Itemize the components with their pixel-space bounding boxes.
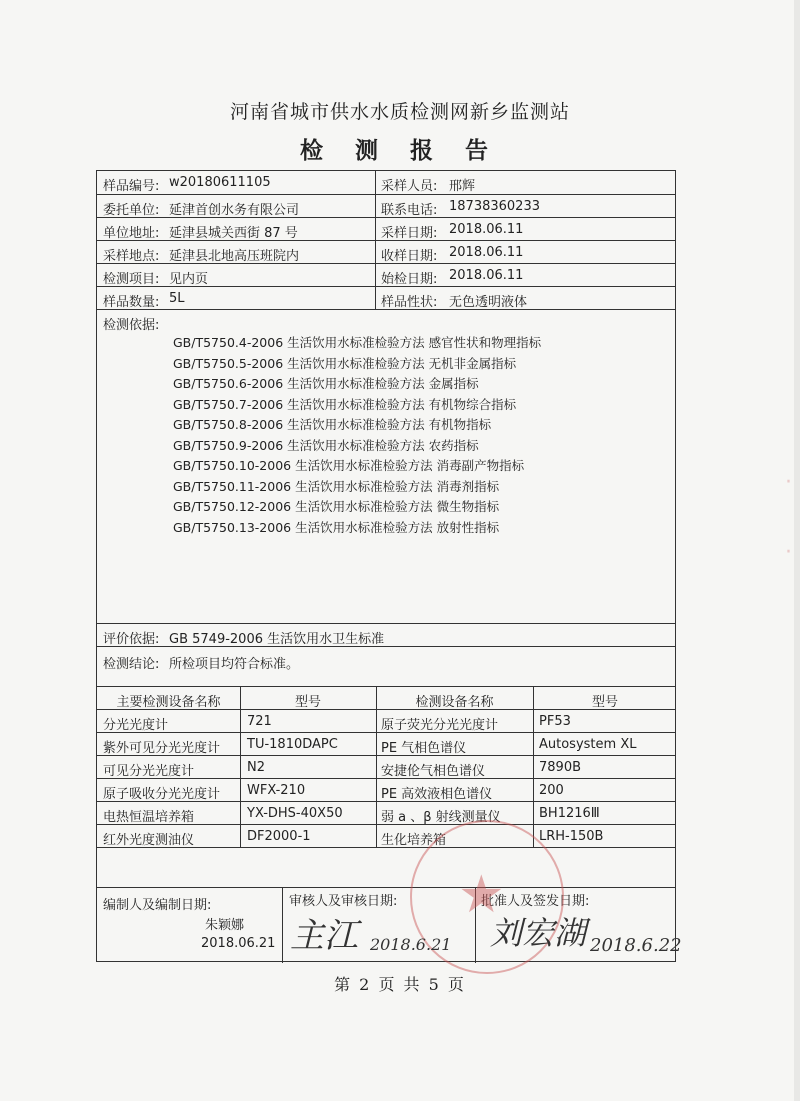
equipment-name: PE 气相色谱仪 (381, 741, 467, 756)
test-items-label: 检测项目: (103, 272, 160, 287)
table-row (97, 732, 675, 755)
received-date-value: 2018.06.11 (449, 245, 524, 260)
sampler-value: 邢辉 (449, 179, 476, 194)
approver-signature: 刘宏湖 (490, 914, 587, 952)
table-row (97, 824, 675, 847)
equipment-model: DF2000-1 (247, 829, 311, 844)
evaluation-row (97, 623, 675, 646)
equipment-name: 弱 a 、β 射线测量仪 (381, 810, 501, 825)
equipment-col-divider (240, 686, 241, 847)
equipment-name: 分光光度计 (103, 718, 169, 733)
spacer-row (97, 847, 675, 887)
equipment-model: BH1216Ⅲ (539, 806, 600, 821)
phone-label: 联系电话: (381, 203, 438, 218)
compiler-date: 2018.06.21 (201, 936, 276, 951)
basis-line: GB/T5750.7-2006 生活饮用水标准检验方法 有机物综合指标 (173, 396, 517, 412)
sampling-date-label: 采样日期: (381, 226, 438, 241)
equipment-name: 可见分光光度计 (103, 764, 195, 779)
basis-line: GB/T5750.13-2006 生活饮用水标准检验方法 放射性指标 (173, 519, 500, 535)
table-row (97, 709, 675, 732)
equipment-model: LRH-150B (539, 829, 604, 844)
equipment-header: 检测设备名称 (415, 695, 494, 710)
conclusion-label: 检测结论: (103, 657, 160, 672)
sampler-label: 采样人员: (381, 179, 438, 194)
basis-line: GB/T5750.12-2006 生活饮用水标准检验方法 微生物指标 (173, 499, 500, 514)
conclusion-value: 所检项目均符合标准。 (169, 657, 300, 672)
info-row-6 (97, 286, 675, 309)
sampling-date-value: 2018.06.11 (449, 222, 524, 237)
equipment-model: 200 (539, 783, 564, 798)
equipment-model: TU-1810DAPC (247, 737, 338, 752)
evaluation-value: GB 5749-2006 生活饮用水卫生标准 (169, 632, 385, 647)
equipment-name: 电热恒温培养箱 (103, 810, 195, 825)
bleed-mark: · (785, 540, 792, 565)
appearance-value: 无色透明液体 (449, 295, 528, 310)
bleed-mark: · (785, 470, 792, 495)
table-row (97, 778, 675, 801)
organization-name: 河南省城市供水水质检测网新乡监测站 (229, 101, 570, 123)
equipment-name: 安捷伦气相色谱仪 (381, 764, 486, 779)
equipment-model: YX-DHS-40X50 (247, 806, 343, 821)
info-row-3 (97, 217, 675, 240)
equipment-name: 原子吸收分光光度计 (103, 787, 221, 802)
start-date-value: 2018.06.11 (449, 268, 524, 283)
equipment-name: 紫外可见分光光度计 (103, 741, 221, 756)
basis-line: GB/T5750.5-2006 生活饮用水标准检验方法 无机非金属指标 (173, 355, 517, 371)
sampling-site-label: 采样地点: (103, 249, 160, 264)
seal-star-icon: ★ (458, 865, 505, 925)
client-label: 委托单位: (103, 203, 160, 218)
table-row (97, 801, 675, 824)
info-row-5 (97, 263, 675, 286)
page-edge (794, 0, 800, 1101)
compiler-label: 编制人及编制日期: (103, 898, 212, 913)
address-label: 单位地址: (103, 226, 160, 241)
equipment-col-divider (533, 686, 534, 847)
info-row-4 (97, 240, 675, 263)
sampling-site-value: 延津县北地高压班院内 (169, 249, 300, 264)
sample-no-value: w20180611105 (169, 175, 271, 190)
table-row (97, 755, 675, 778)
equipment-header: 主要检测设备名称 (116, 695, 221, 710)
equipment-name: 生化培养箱 (381, 833, 447, 848)
reviewer-label: 审核人及审核日期: (289, 894, 398, 909)
quantity-label: 样品数量: (103, 295, 160, 310)
basis-line: GB/T5750.9-2006 生活饮用水标准检验方法 农药指标 (173, 437, 479, 453)
equipment-model: N2 (247, 760, 265, 775)
equipment-name: 红外光度测油仪 (103, 833, 195, 848)
equipment-model: PF53 (539, 714, 571, 729)
test-items-value: 见内页 (169, 272, 209, 287)
compiler-name: 朱颖娜 (205, 918, 245, 933)
sample-no-label: 样品编号: (103, 179, 160, 194)
page-footer: 第 2 页 共 5 页 (334, 975, 466, 994)
appearance-label: 样品性状: (381, 295, 438, 310)
basis-line: GB/T5750.10-2006 生活饮用水标准检验方法 消毒副产物指标 (173, 458, 525, 473)
approver-date: 2018.6.22 (590, 935, 682, 956)
basis-line: GB/T5750.6-2006 生活饮用水标准检验方法 金属指标 (173, 376, 479, 391)
equipment-name: PE 高效液相色谱仪 (381, 787, 493, 802)
equipment-model: WFX-210 (247, 783, 306, 798)
quantity-value: 5L (169, 291, 185, 306)
basis-line: GB/T5750.4-2006 生活饮用水标准检验方法 感官性状和物理指标 (173, 335, 542, 350)
equipment-col-divider (376, 686, 377, 847)
equipment-model: 7890B (539, 760, 582, 775)
evaluation-label: 评价依据: (103, 632, 160, 647)
client-value: 延津首创水务有限公司 (169, 203, 300, 218)
approver-label: 批准人及签发日期: (481, 894, 590, 909)
equipment-header: 型号 (591, 695, 618, 710)
reviewer-signature: 主江 (290, 916, 358, 956)
start-date-label: 始检日期: (381, 272, 438, 287)
reviewer-date: 2018.6.21 (370, 935, 452, 954)
equipment-model: 721 (247, 714, 272, 729)
signature-divider (282, 887, 283, 963)
basis-line: GB/T5750.11-2006 生活饮用水标准检验方法 消毒剂指标 (173, 478, 500, 494)
conclusion-row (97, 646, 675, 686)
report-table (96, 170, 676, 962)
info-row-2 (97, 194, 675, 217)
equipment-header: 型号 (294, 695, 321, 710)
address-value: 延津县城关西街 87 号 (169, 226, 298, 241)
received-date-label: 收样日期: (381, 249, 438, 264)
basis-label: 检测依据: (103, 318, 160, 333)
basis-line: GB/T5750.8-2006 生活饮用水标准检验方法 有机物指标 (173, 417, 492, 432)
equipment-header-row (97, 686, 675, 709)
phone-value: 18738360233 (449, 199, 540, 214)
equipment-model: Autosystem XL (539, 737, 637, 752)
equipment-name: 原子荧光分光光度计 (381, 718, 499, 733)
report-title: 检 测 报 告 (299, 137, 501, 164)
